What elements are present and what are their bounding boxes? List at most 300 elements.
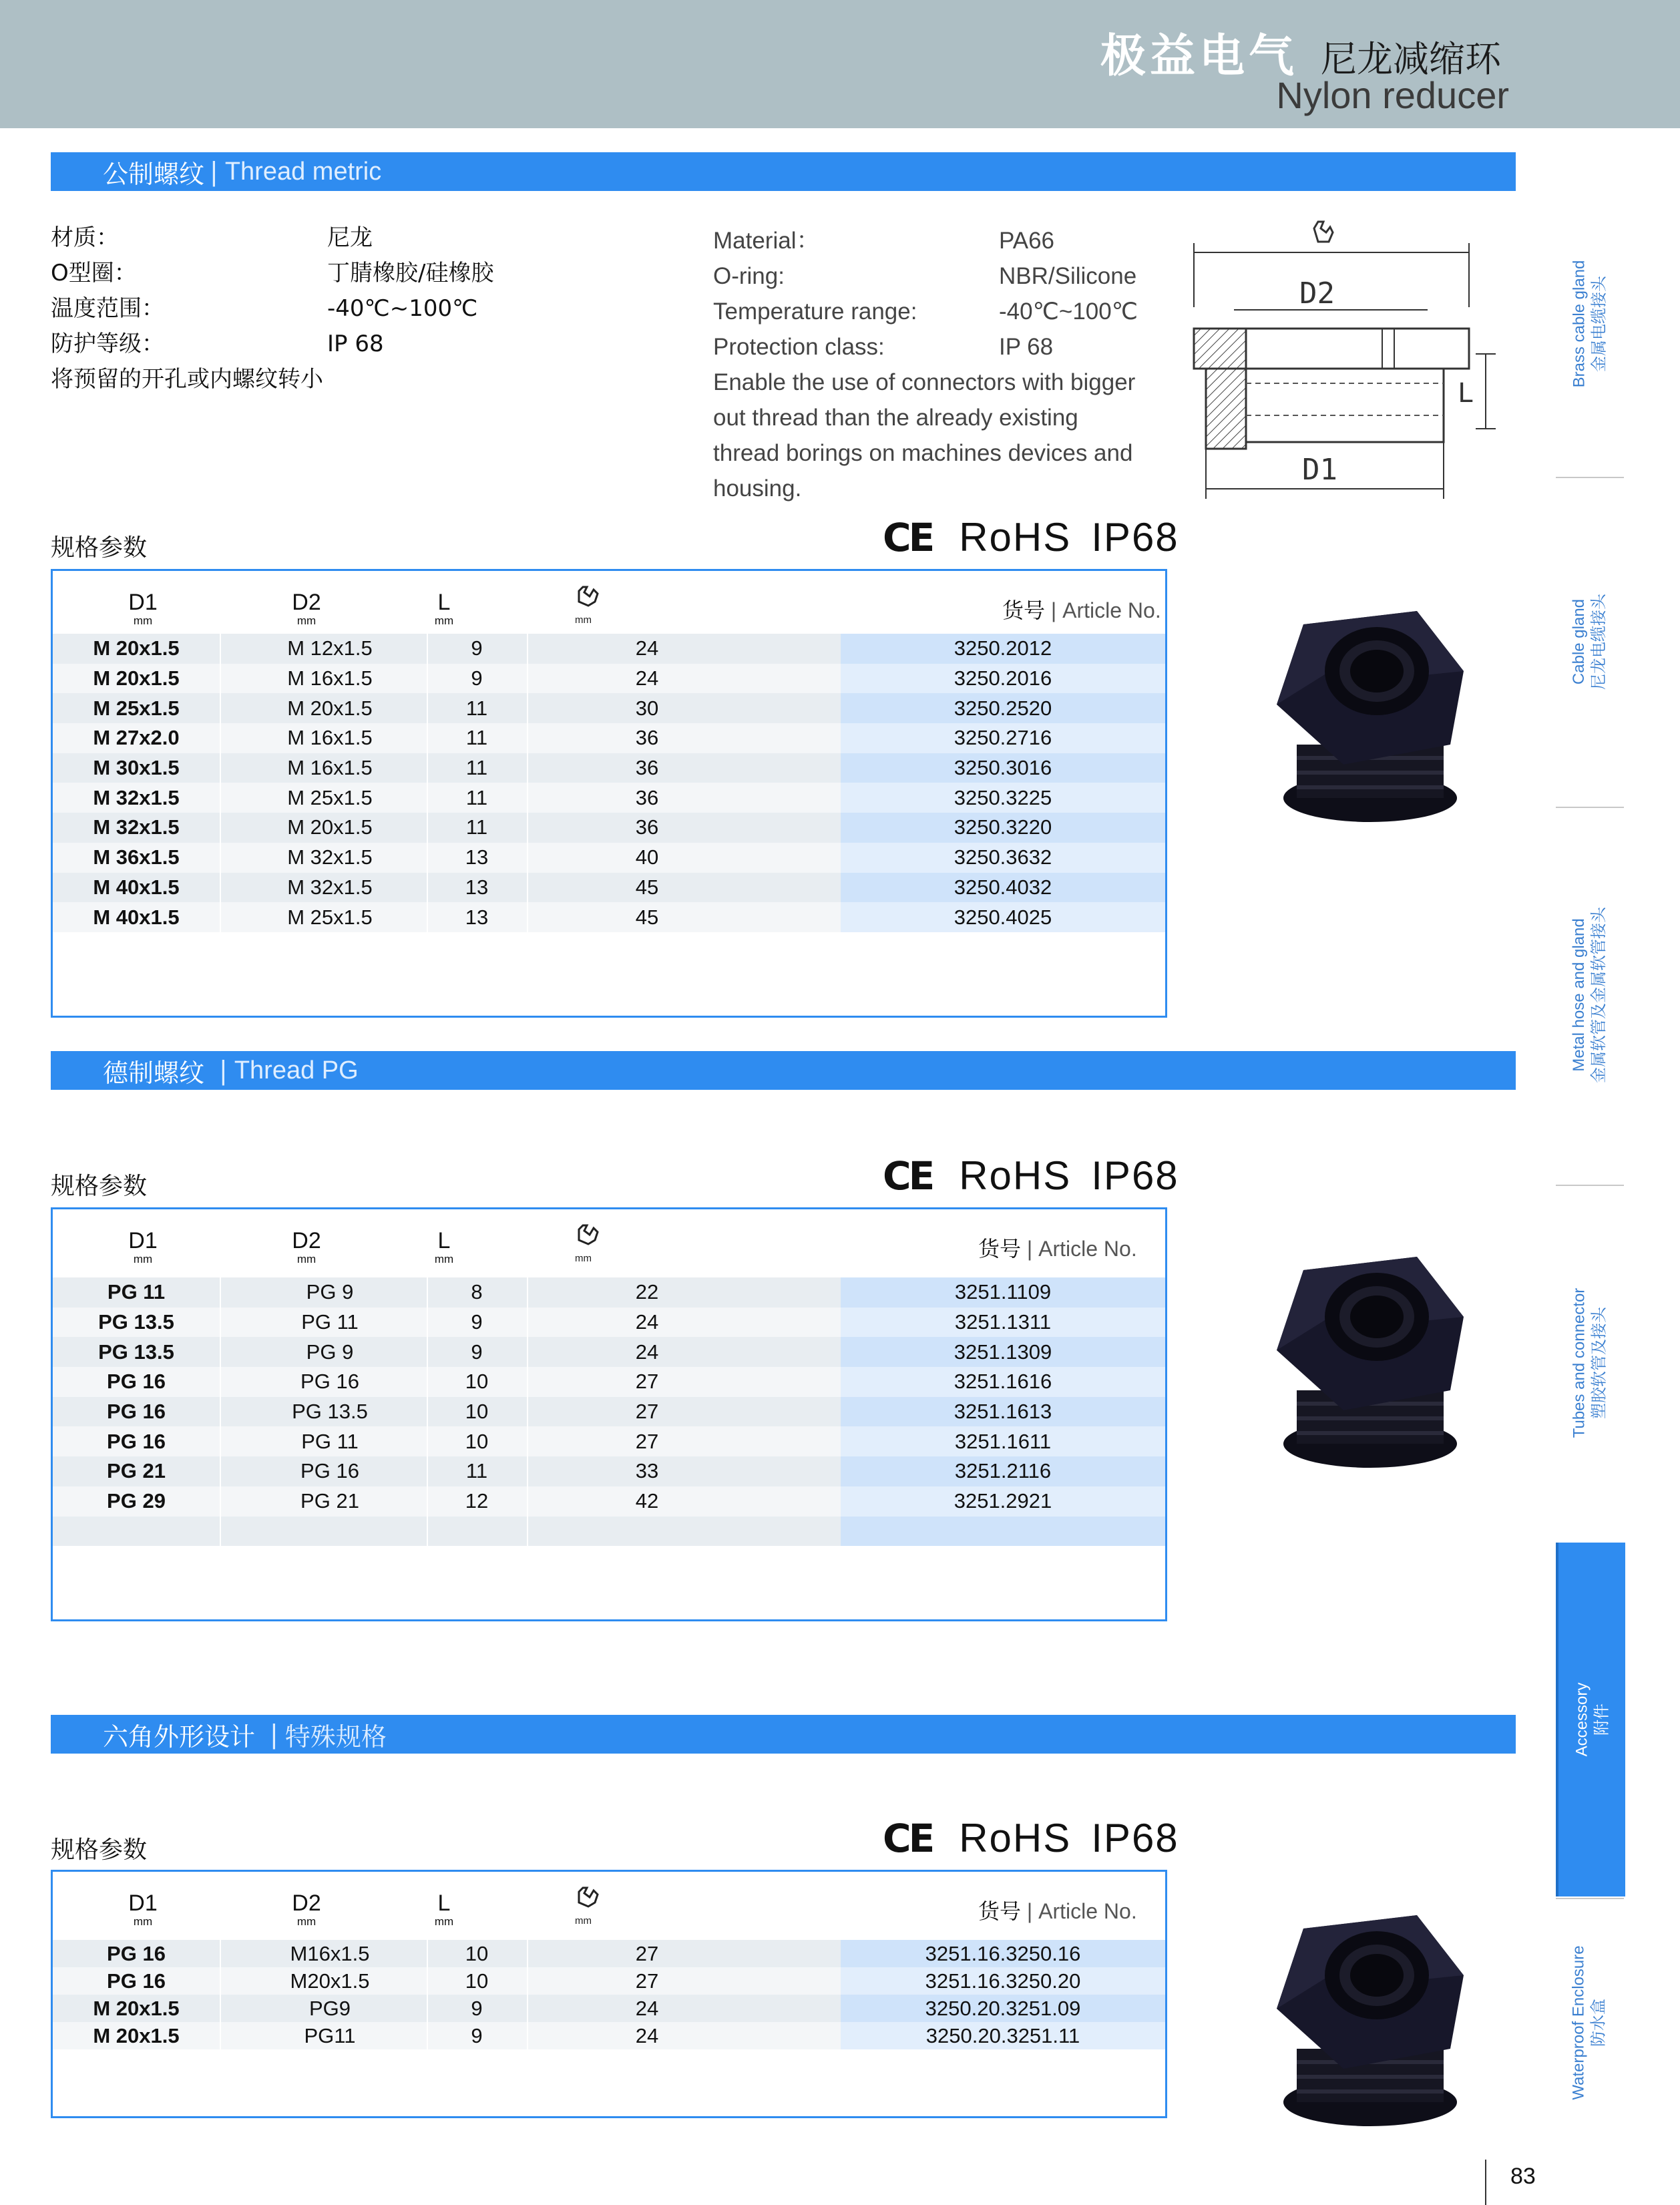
- side-tab-label-cn: 金属软管及金属软管接头: [1590, 907, 1608, 1083]
- cell-d1: M 20x1.5: [93, 666, 180, 690]
- cell-d2: M 20x1.5: [287, 815, 373, 839]
- spec-row: [713, 258, 1140, 294]
- side-tab-label-en: Cable gland: [1570, 598, 1588, 685]
- column-divider: [427, 1517, 428, 1547]
- cell-article-no: 3250.20.3251.11: [841, 2022, 1165, 2049]
- column-divider: [427, 693, 428, 723]
- cell-d1: PG 16: [107, 1941, 166, 1965]
- table-row: [53, 783, 1165, 813]
- table-row: [53, 843, 1165, 873]
- cell-d2: [220, 1517, 440, 1547]
- specs-en: [713, 223, 1140, 506]
- spec-row: [51, 220, 493, 256]
- column-divider: [220, 1397, 221, 1427]
- col-unit: mm: [296, 614, 317, 627]
- cell-d2: PG 13.5: [292, 1400, 368, 1424]
- cell-d2: PG 16: [300, 1459, 359, 1483]
- page-title-cn: 尼龙减缩环: [1321, 38, 1501, 80]
- section-title-en: 特殊规格: [284, 1723, 387, 1752]
- table-row: [53, 1308, 1165, 1338]
- col-unit: mm: [133, 614, 153, 627]
- col-l: [411, 590, 477, 625]
- certification-row: [883, 1815, 1179, 1861]
- cell-wrench-size: 42: [635, 1489, 659, 1513]
- col-unit: mm: [133, 1915, 153, 1928]
- spec-value: IP 68: [999, 334, 1054, 360]
- cell-article-no: 3251.2921: [841, 1486, 1165, 1517]
- column-divider: [427, 664, 428, 694]
- col-d2: [266, 590, 347, 625]
- cell-d2: M 32x1.5: [287, 875, 373, 899]
- side-tab-accessory[interactable]: [1556, 1543, 1625, 1896]
- cell-l: 9: [471, 666, 483, 690]
- product-photo: [1263, 598, 1477, 825]
- column-divider: [220, 693, 221, 723]
- cell-article-no: 3251.2116: [841, 1456, 1165, 1486]
- col-l: [411, 1890, 477, 1926]
- spec-row: [51, 256, 493, 291]
- side-tab-tubes-connector[interactable]: [1556, 1186, 1623, 1540]
- cell-l: [427, 1517, 527, 1547]
- cell-d2: M 32x1.5: [287, 845, 373, 869]
- cell-d1: PG 16: [107, 1370, 166, 1394]
- column-divider: [220, 723, 221, 753]
- side-tab-label-cn: 防水盒: [1590, 1999, 1608, 2047]
- cell-d2: PG 16: [300, 1370, 359, 1394]
- cell-article-no: 3250.2012: [841, 634, 1165, 664]
- col-label: L: [437, 590, 451, 615]
- column-divider: [527, 843, 528, 873]
- spec-key: O-ring:: [713, 263, 785, 289]
- cell-l: 13: [465, 845, 489, 869]
- table-row: [53, 1967, 1165, 1995]
- side-tab-cable-gland[interactable]: [1556, 478, 1623, 805]
- cell-l: 11: [465, 785, 488, 809]
- col-label: D1: [128, 1228, 158, 1253]
- cell-d1: PG 16: [107, 1400, 166, 1424]
- column-divider: [527, 1456, 528, 1486]
- column-divider: [527, 813, 528, 843]
- cell-l: 10: [465, 1370, 489, 1394]
- col-unit: mm: [434, 614, 454, 627]
- cell-d2: M 20x1.5: [287, 696, 373, 720]
- cell-d2: PG 9: [306, 1280, 354, 1304]
- column-divider: [220, 902, 221, 932]
- wrench-icon: [572, 1886, 606, 1927]
- ce-mark: CE: [883, 514, 933, 560]
- cell-article-no: 3251.1311: [841, 1308, 1165, 1338]
- cell-article-no: 3251.1611: [841, 1426, 1165, 1456]
- col-article-en: Article No.: [1038, 1237, 1137, 1261]
- column-divider: [427, 723, 428, 753]
- cell-article-no: 3250.3016: [841, 753, 1165, 783]
- column-divider: [427, 783, 428, 813]
- cell-l: 11: [465, 1459, 488, 1483]
- product-photo: [1263, 1902, 1477, 2129]
- table-pg: [51, 1207, 1167, 1621]
- cell-wrench-size: 30: [635, 696, 659, 720]
- cell-l: 8: [471, 1280, 483, 1304]
- table-row: [53, 813, 1165, 843]
- cell-d2: M 12x1.5: [287, 636, 373, 660]
- col-label: D2: [292, 1228, 321, 1253]
- column-divider: [220, 1308, 221, 1338]
- table-row: [53, 1397, 1165, 1427]
- side-tab-label-en: Accessory: [1572, 1682, 1591, 1757]
- column-divider: [527, 1397, 528, 1427]
- cell-d1: M 32x1.5: [93, 785, 180, 809]
- column-divider: [220, 1940, 221, 1967]
- col-d1: [113, 1890, 173, 1926]
- col-d1: [113, 590, 173, 625]
- cell-wrench-size: 36: [635, 785, 659, 809]
- cell-article-no: 3251.1309: [841, 1337, 1165, 1367]
- cell-wrench-size: 24: [635, 666, 659, 690]
- cell-d1: PG 11: [107, 1280, 166, 1304]
- specs-cn: [51, 220, 493, 397]
- cell-d2: PG11: [304, 2023, 356, 2047]
- column-divider: [427, 1967, 428, 1995]
- column-divider: [220, 664, 221, 694]
- side-tab-label-cn: 尼龙电缆接头: [1590, 594, 1608, 690]
- col-label: D2: [292, 590, 321, 615]
- cell-article-no: 3250.2520: [841, 693, 1165, 723]
- col-unit: mm: [133, 1253, 153, 1265]
- cell-article-no: [841, 1517, 1165, 1547]
- spec-key: Protection class:: [713, 334, 885, 360]
- col-unit: mm: [434, 1915, 454, 1928]
- column-divider: [427, 1456, 428, 1486]
- section-title-cn: 公制螺纹: [103, 159, 205, 189]
- col-article: [978, 1894, 1137, 1925]
- column-divider: [527, 693, 528, 723]
- cell-d2: PG9: [308, 1996, 351, 2020]
- cell-d2: PG 11: [301, 1429, 359, 1453]
- col-unit: mm: [296, 1253, 317, 1265]
- column-divider: [527, 664, 528, 694]
- certification-row: [883, 514, 1179, 560]
- cell-d1: M 25x1.5: [93, 696, 180, 720]
- column-divider: [427, 1308, 428, 1338]
- spec-value: NBR/Silicone: [999, 263, 1137, 289]
- column-divider: [220, 1517, 221, 1547]
- cell-wrench-size: [527, 1517, 767, 1547]
- table-row: [53, 1337, 1165, 1367]
- column-divider: [220, 753, 221, 783]
- cell-wrench-size: 24: [635, 1340, 659, 1364]
- col-d1: [113, 1228, 173, 1263]
- cell-d1: PG 13.5: [98, 1310, 174, 1334]
- cell-wrench-size: 36: [635, 815, 659, 839]
- column-divider: [220, 1967, 221, 1995]
- cell-d2: M 25x1.5: [287, 905, 373, 929]
- column-divider: [527, 753, 528, 783]
- wrench-icon: [572, 586, 606, 626]
- spec-row: [713, 294, 1140, 329]
- table-header: [53, 1872, 1165, 1935]
- table-row: [53, 873, 1165, 903]
- col-label: L: [437, 1228, 451, 1253]
- spec-value: -40℃~100℃: [327, 295, 478, 322]
- column-divider: [220, 1367, 221, 1397]
- cell-l: 10: [465, 1400, 489, 1424]
- cell-d2: M 16x1.5: [287, 756, 373, 780]
- column-divider: [220, 843, 221, 873]
- column-divider: [527, 2022, 528, 2049]
- column-divider: [427, 902, 428, 932]
- column-divider: [527, 1486, 528, 1517]
- cell-article-no: 3250.2016: [841, 664, 1165, 694]
- cell-wrench-size: 24: [635, 636, 659, 660]
- spec-key: Material：: [713, 228, 820, 254]
- spec-value: 丁腈橡胶/硅橡胶: [327, 260, 494, 286]
- spec-key: 防护等级：: [51, 331, 164, 357]
- col-label: D1: [128, 590, 158, 615]
- column-divider: [527, 1277, 528, 1308]
- cell-d1: M 36x1.5: [93, 845, 180, 869]
- cell-d2: PG 11: [301, 1310, 359, 1334]
- table-row: [53, 902, 1165, 932]
- spec-value: PA66: [999, 228, 1055, 254]
- column-divider: [427, 1486, 428, 1517]
- cell-d1: PG 29: [107, 1489, 166, 1513]
- section-bar-pg: [51, 1051, 1516, 1090]
- side-tab-label-cn: 金属电缆接头: [1590, 276, 1608, 372]
- spec-value: IP 68: [327, 331, 384, 357]
- ip-rating: IP68: [1091, 1153, 1179, 1198]
- column-divider: [527, 1426, 528, 1456]
- dimension-d1: D1: [1302, 453, 1337, 487]
- side-tab-brass-cable-gland[interactable]: [1556, 174, 1623, 474]
- page-number-divider: [1485, 2160, 1486, 2205]
- column-divider: [427, 1367, 428, 1397]
- col-article-cn: 货号: [1002, 598, 1046, 622]
- col-label: D2: [292, 1890, 321, 1916]
- cell-l: 11: [465, 726, 488, 750]
- side-tab-label-en: Waterproof Enclosure: [1570, 1945, 1588, 2100]
- cell-article-no: 3250.2716: [841, 723, 1165, 753]
- cell-d1: [53, 1517, 220, 1547]
- col-article-sep: |: [1026, 1237, 1033, 1261]
- cell-wrench-size: 27: [635, 1400, 659, 1424]
- col-d2: [266, 1228, 347, 1263]
- section-title-en: Thread metric: [224, 157, 382, 186]
- cell-l: 11: [465, 756, 488, 780]
- table-metric: [51, 569, 1167, 1018]
- col-l: [411, 1228, 477, 1263]
- cell-article-no: 3251.16.3250.20: [841, 1967, 1165, 1995]
- column-divider: [427, 843, 428, 873]
- cell-d2: PG 9: [306, 1340, 354, 1364]
- cell-wrench-size: 27: [635, 1969, 659, 1993]
- cell-l: 11: [465, 696, 488, 720]
- cell-wrench-size: 40: [635, 845, 659, 869]
- cell-d2: M 16x1.5: [287, 726, 373, 750]
- rohs-label: RoHS: [959, 1816, 1072, 1860]
- col-article-en: Article No.: [1038, 1899, 1137, 1923]
- spec-key: Temperature range:: [713, 298, 917, 325]
- ip-rating: IP68: [1091, 1816, 1179, 1860]
- cell-l: 13: [465, 875, 489, 899]
- section-separator: |: [210, 157, 218, 186]
- column-divider: [527, 634, 528, 664]
- col-article-cn: 货号: [978, 1899, 1022, 1923]
- col-d2: [266, 1890, 347, 1926]
- cell-article-no: 3250.3220: [841, 813, 1165, 843]
- cell-d2: M 16x1.5: [287, 666, 373, 690]
- table-row: [53, 1456, 1165, 1486]
- cell-article-no: 3250.20.3251.09: [841, 1995, 1165, 2022]
- section-separator: |: [270, 1720, 278, 1749]
- cell-article-no: 3251.16.3250.16: [841, 1940, 1165, 1967]
- col-article: [978, 1232, 1137, 1263]
- cell-l: 10: [465, 1969, 489, 1993]
- spec-value: -40℃~100℃: [999, 298, 1138, 325]
- cell-l: 9: [471, 1996, 483, 2020]
- wrench-symbol-icon: [1314, 222, 1333, 242]
- cell-wrench-size: 24: [635, 2023, 659, 2047]
- spec-row: [713, 223, 1140, 258]
- column-divider: [527, 1337, 528, 1367]
- col-unit: mm: [434, 1253, 454, 1265]
- col-unit: mm: [296, 1915, 317, 1928]
- column-divider: [427, 1337, 428, 1367]
- table-row: [53, 1277, 1165, 1308]
- cell-l: 12: [465, 1489, 489, 1513]
- spec-note: 将预留的开孔或内螺纹转小: [51, 366, 323, 393]
- spec-row: [51, 327, 493, 362]
- side-tab-label-en: Metal hose and gland: [1570, 918, 1588, 1072]
- column-divider: [220, 1995, 221, 2022]
- column-divider: [220, 813, 221, 843]
- technical-drawing: [1182, 215, 1509, 502]
- cell-l: 13: [465, 905, 489, 929]
- cell-article-no: 3251.1613: [841, 1397, 1165, 1427]
- column-divider: [220, 783, 221, 813]
- cell-article-no: 3250.3632: [841, 843, 1165, 873]
- table-body: [53, 1940, 1165, 2049]
- spec-key: O型圈：: [51, 260, 137, 286]
- table-row: [53, 1940, 1165, 1967]
- spec-params-title: 规格参数: [51, 1173, 148, 1200]
- cell-d2: PG 21: [300, 1489, 359, 1513]
- cell-d1: M 20x1.5: [93, 2023, 180, 2047]
- cell-article-no: 3251.1616: [841, 1367, 1165, 1397]
- column-divider: [220, 1426, 221, 1456]
- cell-d2: M16x1.5: [290, 1941, 370, 1965]
- cell-d1: M 40x1.5: [93, 905, 180, 929]
- column-divider: [220, 1277, 221, 1308]
- ce-mark: CE: [883, 1815, 933, 1861]
- product-photo: [1263, 1243, 1477, 1470]
- column-divider: [220, 634, 221, 664]
- column-divider: [527, 1517, 528, 1547]
- cell-l: 9: [471, 1340, 483, 1364]
- cell-d1: PG 16: [107, 1969, 166, 1993]
- brand-name: 极益电气: [1100, 30, 1298, 83]
- table-body: [53, 1277, 1165, 1546]
- ce-mark: CE: [883, 1153, 933, 1199]
- column-divider: [427, 1995, 428, 2022]
- cell-wrench-size: 36: [635, 756, 659, 780]
- cell-wrench-size: 27: [635, 1941, 659, 1965]
- section-separator: |: [219, 1056, 228, 1085]
- cell-article-no: 3250.3225: [841, 783, 1165, 813]
- table-hex: [51, 1870, 1167, 2118]
- table-row: [53, 723, 1165, 753]
- section-bar-metric: [51, 152, 1516, 191]
- side-tab-label-cn: 附件: [1593, 1703, 1611, 1736]
- table-row: [53, 2022, 1165, 2049]
- cell-l: 10: [465, 1941, 489, 1965]
- spec-params-title: 规格参数: [51, 1836, 148, 1864]
- side-tab-label-en: Brass cable gland: [1570, 260, 1588, 388]
- spec-key: 材质：: [51, 224, 119, 251]
- table-row: [53, 1426, 1165, 1456]
- page-number: 83: [1510, 2164, 1536, 2189]
- col-article-en: Article No.: [1062, 598, 1161, 622]
- cell-l: 9: [471, 2023, 483, 2047]
- column-divider: [220, 2022, 221, 2049]
- cell-d1: M 20x1.5: [93, 636, 180, 660]
- ip-rating: IP68: [1091, 515, 1179, 560]
- column-divider: [527, 783, 528, 813]
- column-divider: [527, 1967, 528, 1995]
- spec-params-title: 规格参数: [51, 534, 148, 562]
- column-divider: [527, 1940, 528, 1967]
- column-divider: [527, 1367, 528, 1397]
- column-divider: [527, 1308, 528, 1338]
- cell-d1: M 30x1.5: [93, 756, 180, 780]
- wrench-icon: [572, 1224, 606, 1264]
- column-divider: [427, 1277, 428, 1308]
- table-body: [53, 634, 1165, 932]
- table-header: [53, 571, 1165, 634]
- table-row: [53, 1995, 1165, 2022]
- column-divider: [427, 634, 428, 664]
- column-divider: [527, 873, 528, 903]
- table-row: [53, 753, 1165, 783]
- section-title-cn: 德制螺纹: [103, 1058, 205, 1088]
- col-unit: mm: [575, 1915, 592, 1927]
- cell-l: 9: [471, 636, 483, 660]
- cell-l: 9: [471, 1310, 483, 1334]
- cell-article-no: 3250.4032: [841, 873, 1165, 903]
- cell-wrench-size: 24: [635, 1310, 659, 1334]
- spec-row: [51, 291, 493, 327]
- column-divider: [527, 723, 528, 753]
- table-header: [53, 1209, 1165, 1272]
- column-divider: [220, 1456, 221, 1486]
- column-divider: [427, 1940, 428, 1967]
- col-article: [1002, 594, 1161, 624]
- cell-wrench-size: 45: [635, 875, 659, 899]
- column-divider: [427, 2022, 428, 2049]
- page-title-en: Nylon reducer: [1276, 74, 1509, 116]
- side-tab-metal-hose[interactable]: [1556, 808, 1623, 1182]
- side-tab-label-cn: 塑胶软管及接头: [1590, 1307, 1608, 1419]
- col-article-sep: |: [1050, 598, 1057, 622]
- cell-d1: PG 13.5: [98, 1340, 174, 1364]
- cell-wrench-size: 45: [635, 905, 659, 929]
- side-tab-waterproof-enclosure[interactable]: [1556, 1899, 1623, 2146]
- col-label: L: [437, 1890, 451, 1916]
- table-row: [53, 1486, 1165, 1517]
- dimension-l: L: [1458, 378, 1474, 409]
- col-unit: mm: [575, 1253, 592, 1264]
- spec-value: 尼龙: [327, 224, 373, 251]
- cell-d1: M 20x1.5: [93, 1996, 180, 2020]
